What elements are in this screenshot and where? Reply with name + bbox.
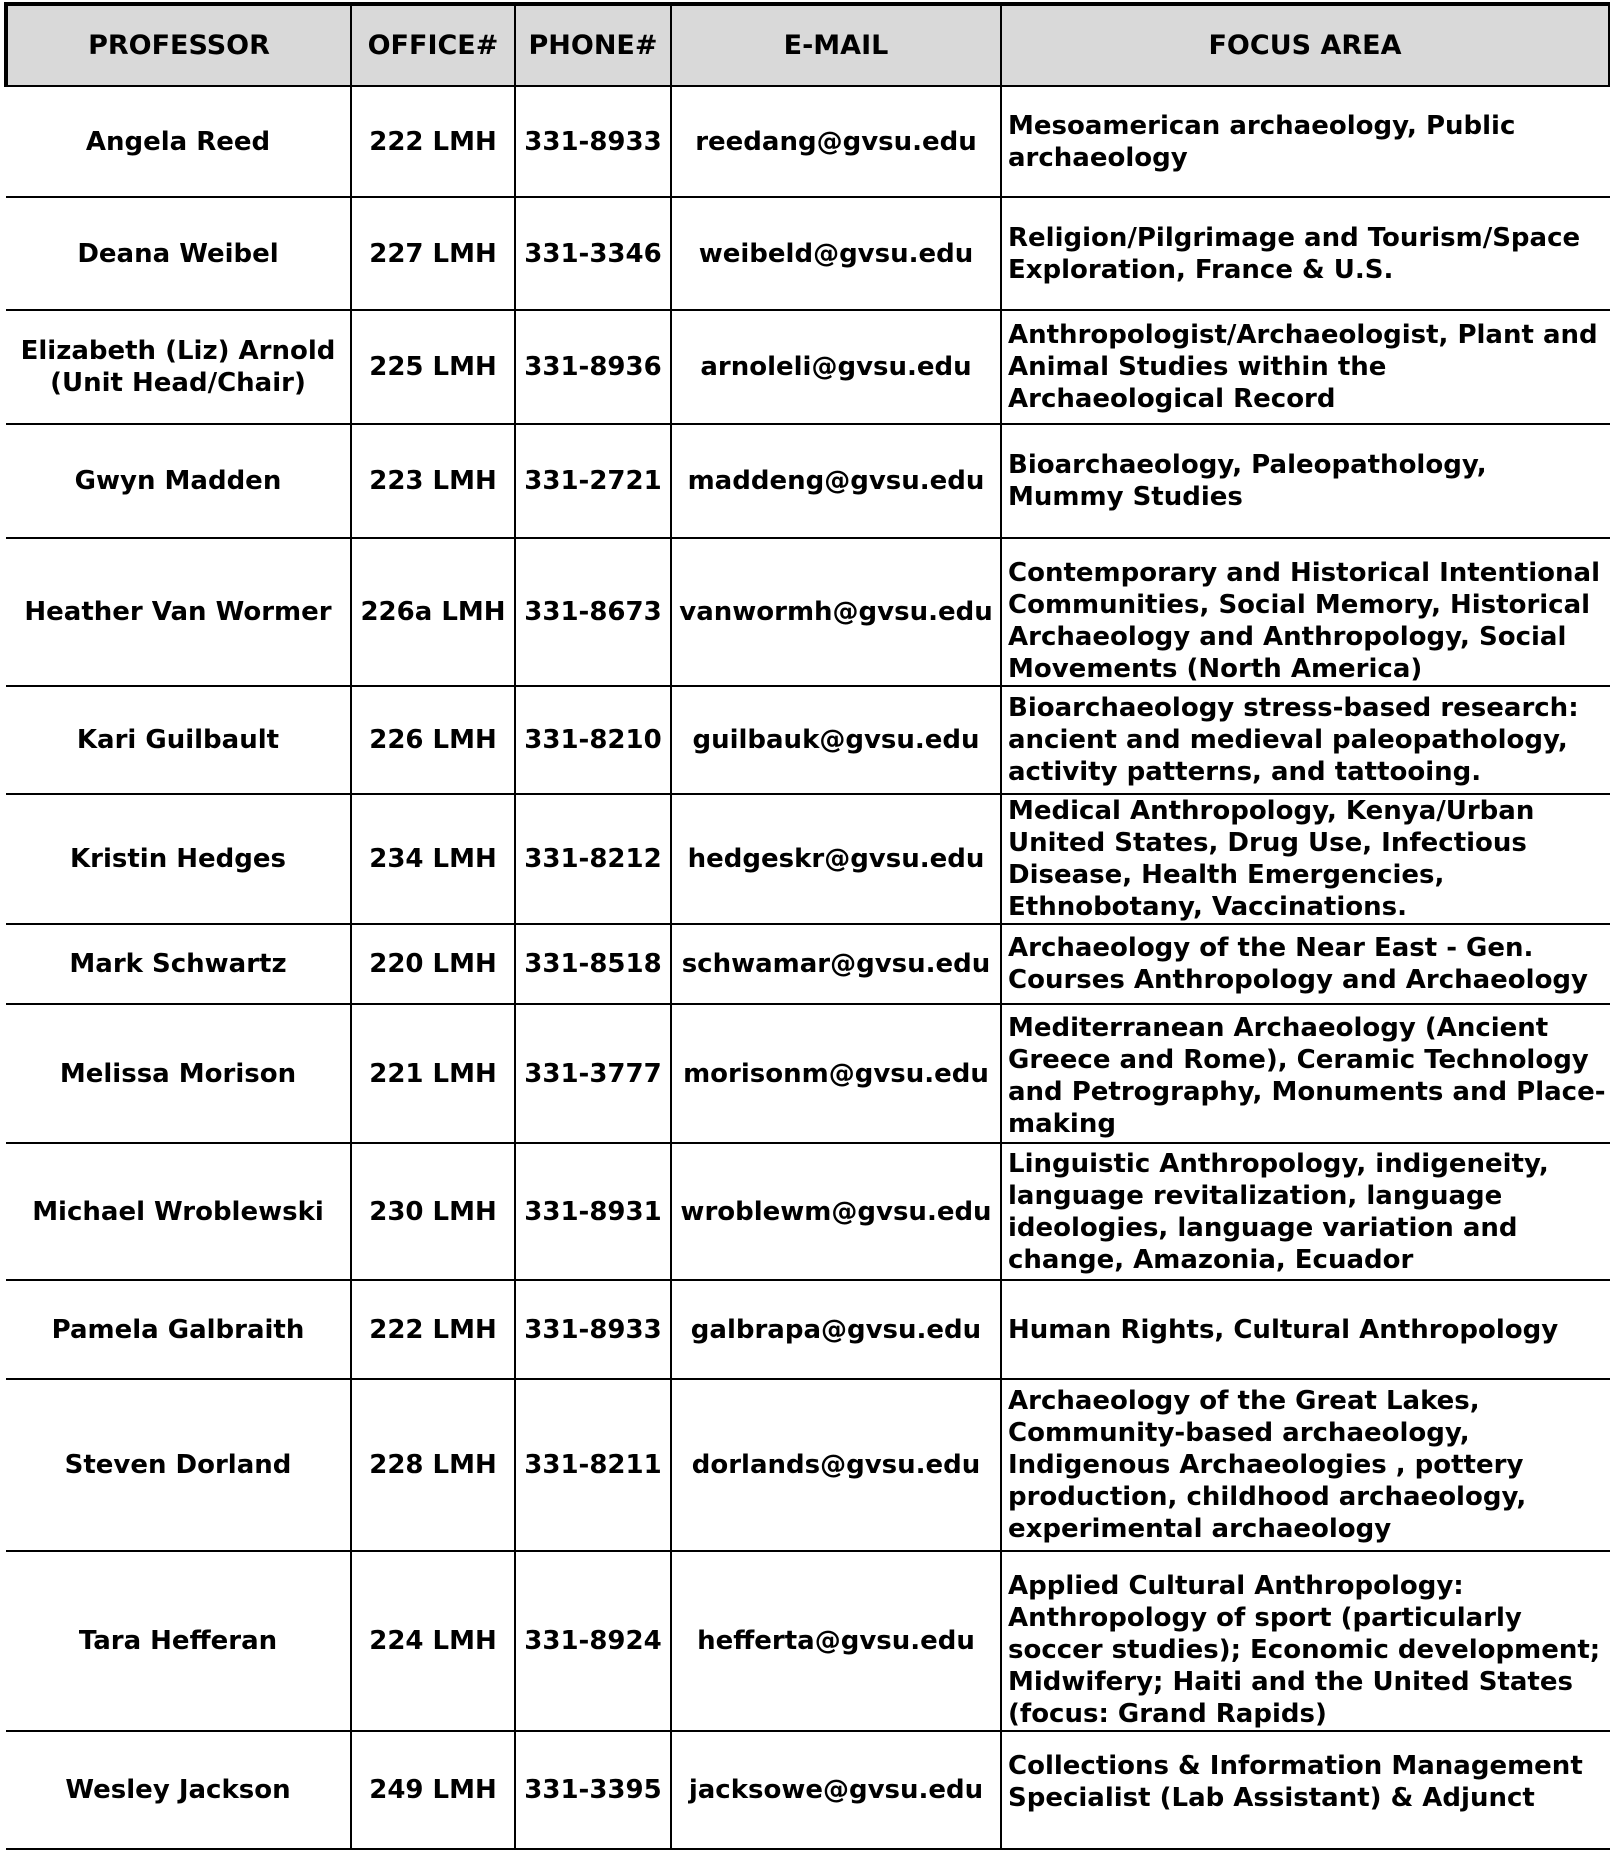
email-cell: hedgeskr@gvsu.edu [671, 794, 1001, 924]
header-email: E-MAIL [671, 4, 1001, 86]
office-cell: 223 LMH [351, 424, 515, 538]
professor-cell [6, 1379, 351, 1551]
professor-cell [6, 1551, 351, 1731]
professor-name: Wesley Jackson [65, 1775, 291, 1805]
focus-area-cell: Collections & Information Management Specialist (Lab Assistant) & Adjunct [1001, 1731, 1610, 1849]
office-cell: 226a LMH [351, 538, 515, 686]
email-cell: morisonm@gvsu.edu [671, 1004, 1001, 1143]
professor-cell [6, 924, 351, 1004]
professor-name: Deana Weibel [77, 238, 279, 269]
table-body [6, 86, 1610, 1849]
office-cell: 234 LMH [351, 794, 515, 924]
office-cell: 222 LMH [351, 86, 515, 197]
faculty-directory-table [4, 2, 1610, 1850]
header-office: OFFICE# [351, 4, 515, 86]
header-row [6, 4, 1610, 86]
office-cell: 225 LMH [351, 310, 515, 424]
focus-area-cell: Bioarchaeology, Paleopathology, Mummy Studies [1001, 424, 1610, 538]
phone-cell: 331-8212 [515, 794, 671, 924]
office-cell: 226 LMH [351, 686, 515, 794]
professor-name: Tara Hefferan [78, 1626, 278, 1656]
professor-name: Elizabeth (Liz) Arnold [20, 336, 336, 366]
office-cell: 227 LMH [351, 197, 515, 310]
phone-cell: 331-8936 [515, 310, 671, 424]
office-cell: 222 LMH [351, 1280, 515, 1379]
email-cell: arnoleli@gvsu.edu [671, 310, 1001, 424]
professor-role: (Unit Head/Chair) [50, 368, 306, 398]
professor-cell [6, 686, 351, 794]
email-cell: guilbauk@gvsu.edu [671, 686, 1001, 794]
professor-cell [6, 538, 351, 686]
professor-cell [6, 1004, 351, 1143]
email-cell: vanwormh@gvsu.edu [671, 538, 1001, 686]
focus-area-cell: Archaeology of the Great Lakes, Community-based archaeology, Indigenous Archaeologies , pottery production, childhood archaeology, experimental archaeology [1001, 1379, 1610, 1551]
focus-area-cell: Human Rights, Cultural Anthropology [1001, 1280, 1610, 1379]
header-professor: PROFESSOR [6, 4, 351, 86]
professor-cell [6, 310, 351, 424]
office-cell: 220 LMH [351, 924, 515, 1004]
phone-cell: 331-3395 [515, 1731, 671, 1849]
focus-area-cell: Mesoamerican archaeology, Public archaeology [1001, 86, 1610, 197]
focus-area-cell: Applied Cultural Anthropology: Anthropology of sport (particularly soccer studies); Economic development; Midwifery; Haiti and the United States (focus: Grand Rapids) [1001, 1551, 1610, 1731]
table-row [6, 1551, 1610, 1731]
table-row [6, 1731, 1610, 1849]
professor-name: Steven Dorland [64, 1450, 292, 1480]
professor-cell [6, 794, 351, 924]
professor-name: Kristin Hedges [70, 844, 286, 874]
email-cell: maddeng@gvsu.edu [671, 424, 1001, 538]
professor-name: Kari Guilbault [76, 725, 280, 755]
table-row [6, 686, 1610, 794]
phone-cell: 331-8211 [515, 1379, 671, 1551]
professor-name: Melissa Morison [59, 1058, 297, 1089]
professor-cell [6, 86, 351, 197]
table-row [6, 1379, 1610, 1551]
professor-name: Heather Van Wormer [24, 597, 332, 627]
professor-cell [6, 424, 351, 538]
email-cell: dorlands@gvsu.edu [671, 1379, 1001, 1551]
email-cell: jacksowe@gvsu.edu [671, 1731, 1001, 1849]
phone-cell: 331-8518 [515, 924, 671, 1004]
table-row [6, 86, 1610, 197]
professor-name: Angela Reed [85, 126, 271, 157]
email-cell: weibeld@gvsu.edu [671, 197, 1001, 310]
professor-name: Pamela Galbraith [51, 1314, 305, 1345]
phone-cell: 331-8931 [515, 1143, 671, 1280]
professor-cell [6, 197, 351, 310]
office-cell: 249 LMH [351, 1731, 515, 1849]
email-cell: galbrapa@gvsu.edu [671, 1280, 1001, 1379]
phone-cell: 331-8210 [515, 686, 671, 794]
table-header [6, 4, 1610, 86]
professor-name: Gwyn Madden [74, 466, 282, 496]
professor-name: Mark Schwartz [69, 949, 287, 979]
header-phone: PHONE# [515, 4, 671, 86]
professor-cell [6, 1731, 351, 1849]
phone-cell: 331-2721 [515, 424, 671, 538]
focus-area-cell: Anthropologist/Archaeologist, Plant and Animal Studies within the Archaeological Record [1001, 310, 1610, 424]
email-cell: reedang@gvsu.edu [671, 86, 1001, 197]
table-row [6, 1004, 1610, 1143]
table-row [6, 538, 1610, 686]
phone-cell: 331-3346 [515, 197, 671, 310]
email-cell: hefferta@gvsu.edu [671, 1551, 1001, 1731]
office-cell: 228 LMH [351, 1379, 515, 1551]
table-row [6, 197, 1610, 310]
table-row [6, 424, 1610, 538]
table-row [6, 794, 1610, 924]
header-focus-area: FOCUS AREA [1001, 4, 1610, 86]
focus-area-cell: Linguistic Anthropology, indigeneity, language revitalization, language ideologies, language variation and change, Amazonia, Ecuador [1001, 1143, 1610, 1280]
professor-cell [6, 1143, 351, 1280]
office-cell: 221 LMH [351, 1004, 515, 1143]
email-cell: schwamar@gvsu.edu [671, 924, 1001, 1004]
table-row [6, 310, 1610, 424]
email-cell: wroblewm@gvsu.edu [671, 1143, 1001, 1280]
table-row [6, 1143, 1610, 1280]
focus-area-cell: Medical Anthropology, Kenya/Urban United States, Drug Use, Infectious Disease, Health Emergencies, Ethnobotany, Vaccinations. [1001, 794, 1610, 924]
focus-area-cell: Religion/Pilgrimage and Tourism/Space Exploration, France & U.S. [1001, 197, 1610, 310]
office-cell: 224 LMH [351, 1551, 515, 1731]
phone-cell: 331-8933 [515, 1280, 671, 1379]
focus-area-cell: Archaeology of the Near East - Gen. Courses Anthropology and Archaeology [1001, 924, 1610, 1004]
phone-cell: 331-8673 [515, 538, 671, 686]
focus-area-cell: Bioarchaeology stress-based research: ancient and medieval paleopathology, activity patterns, and tattooing. [1001, 686, 1610, 794]
focus-area-cell: Contemporary and Historical Intentional Communities, Social Memory, Historical Archaeology and Anthropology, Social Movements (North America) [1001, 538, 1610, 686]
phone-cell: 331-8924 [515, 1551, 671, 1731]
table-row [6, 1280, 1610, 1379]
table-row [6, 924, 1610, 1004]
phone-cell: 331-3777 [515, 1004, 671, 1143]
office-cell: 230 LMH [351, 1143, 515, 1280]
focus-area-cell: Mediterranean Archaeology (Ancient Greece and Rome), Ceramic Technology and Petrography, Monuments and Place-making [1001, 1004, 1610, 1143]
phone-cell: 331-8933 [515, 86, 671, 197]
professor-cell [6, 1280, 351, 1379]
professor-name: Michael Wroblewski [32, 1196, 324, 1227]
